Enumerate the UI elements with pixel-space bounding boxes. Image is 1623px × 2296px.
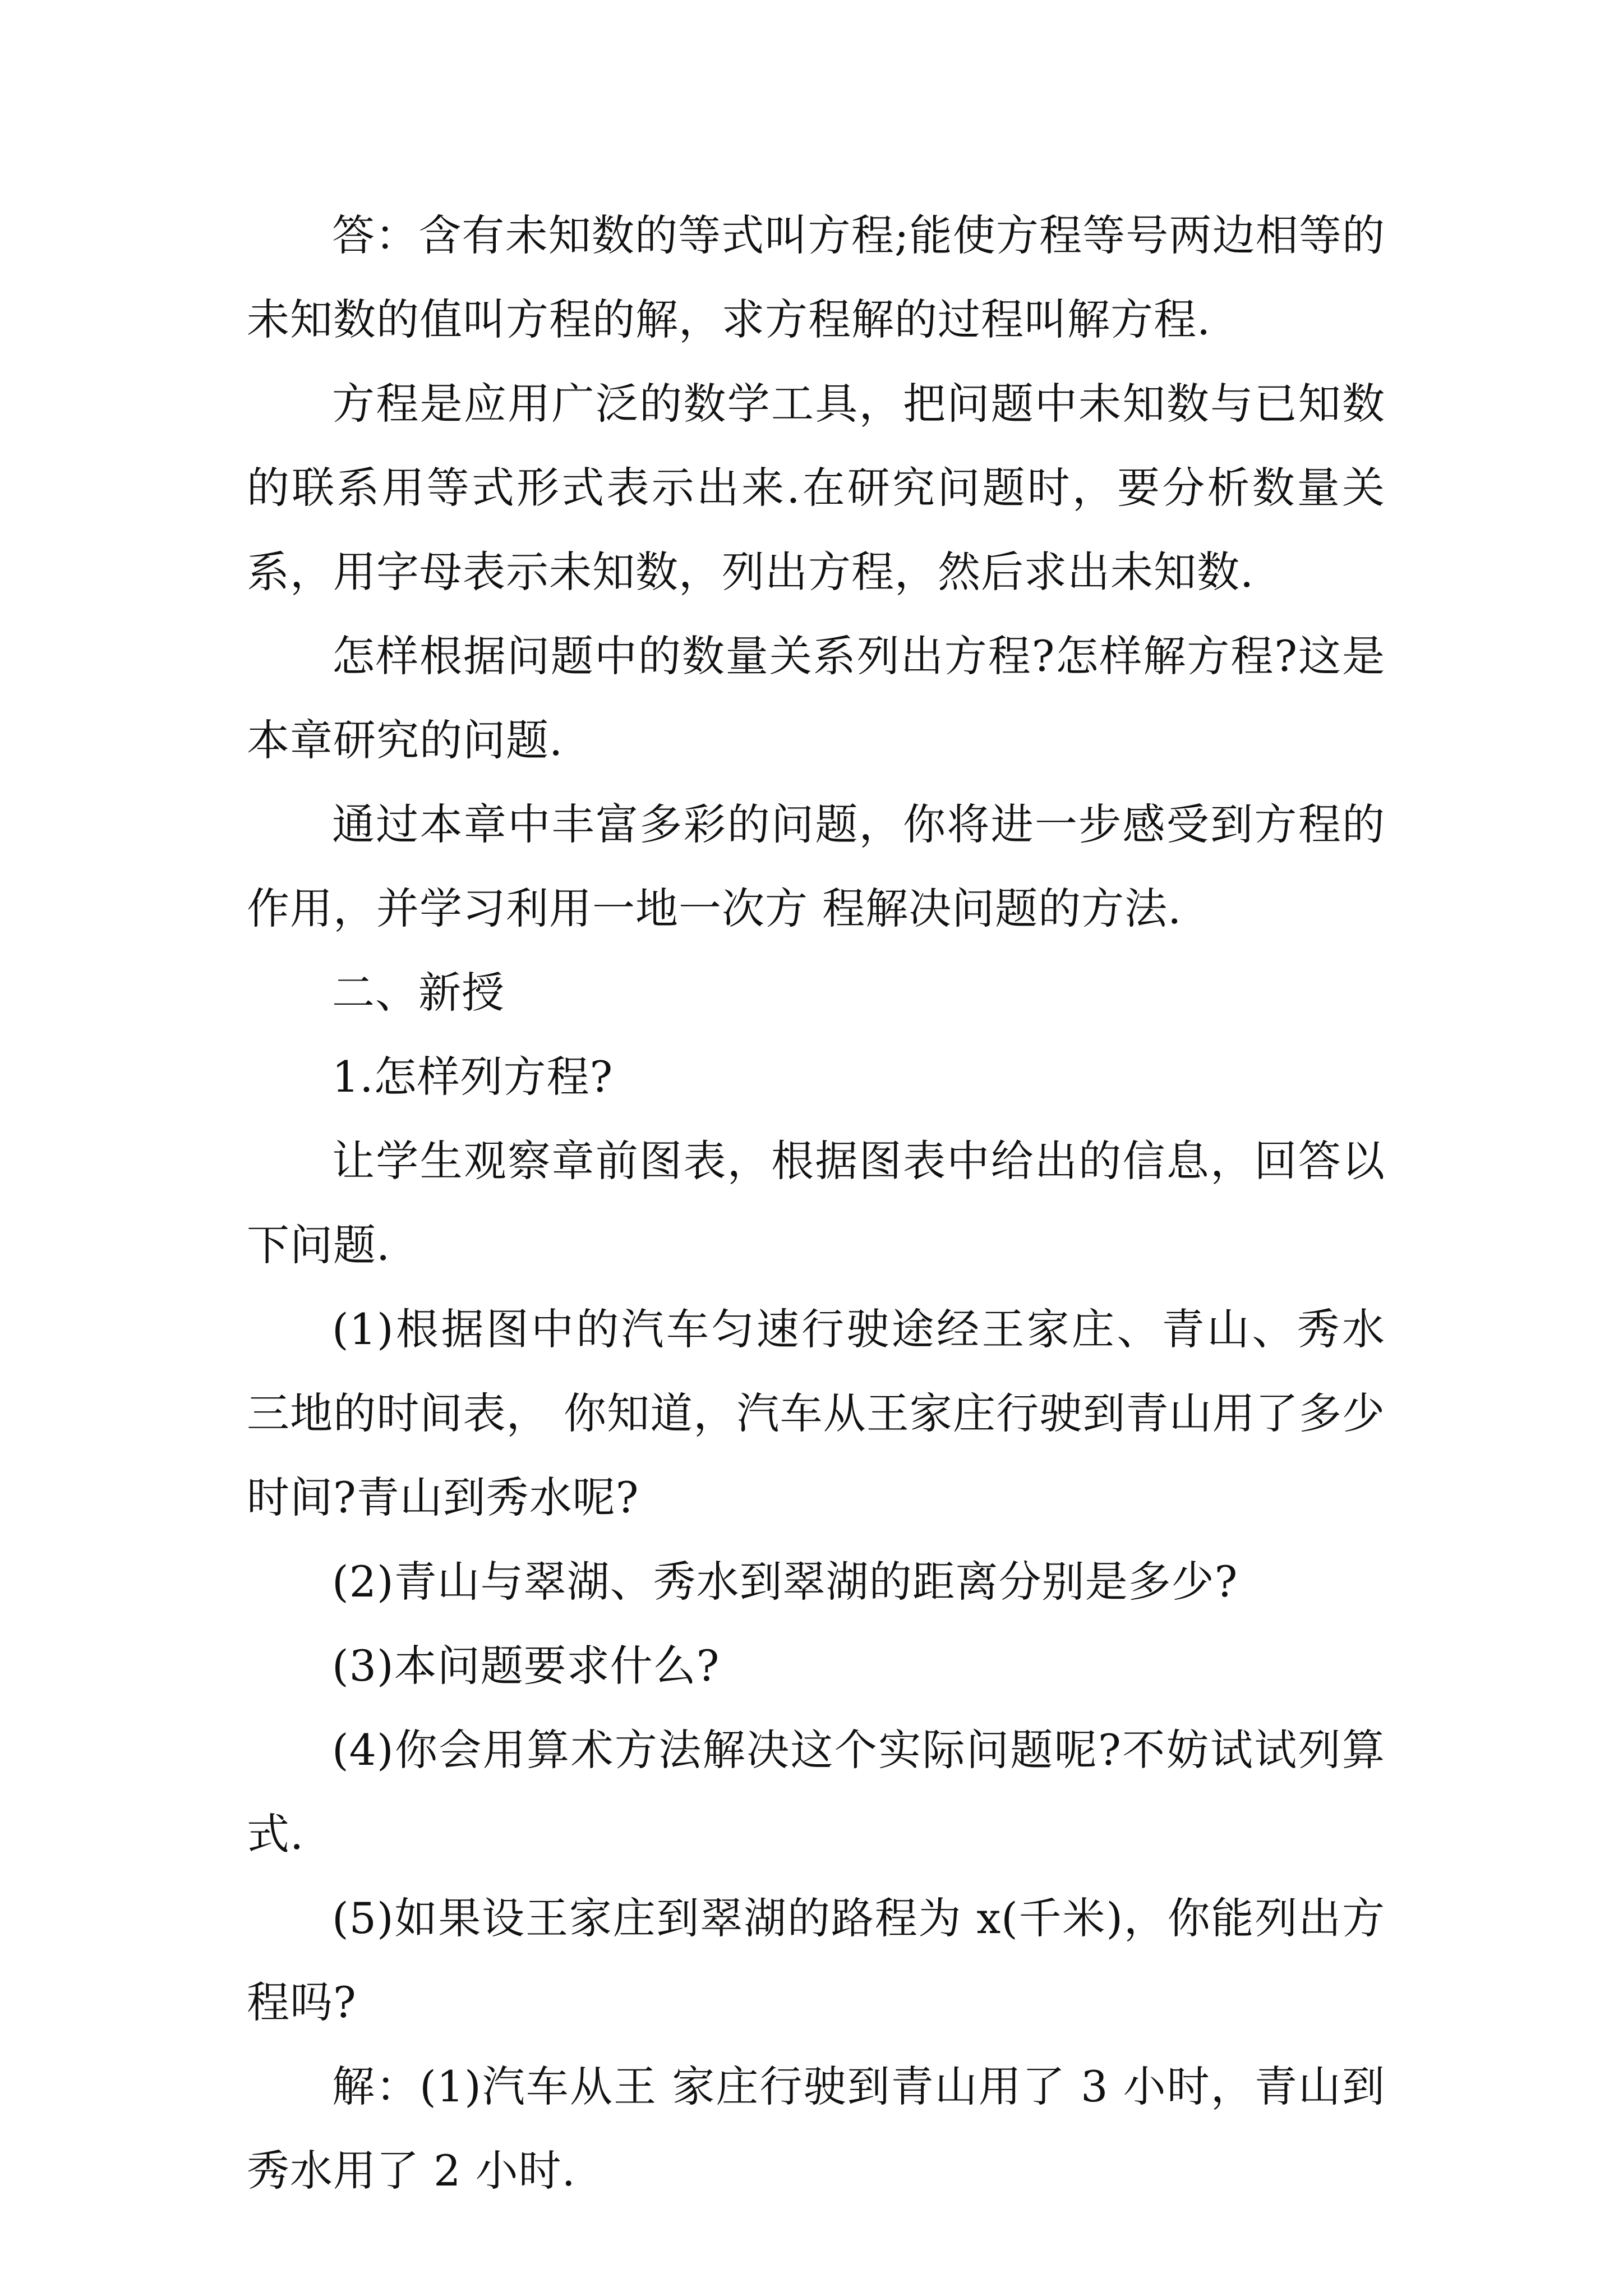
section-heading-new-lesson: 二、新授 [332, 968, 505, 1018]
paragraph-equation-definition: 答：含有未知数的等式叫方程;能使方程等号两边相等的未知数的值叫方程的解，求方程解的过程叫解方程. [247, 210, 1385, 344]
paragraph-equation-tool: 方程是应用广泛的数学工具，把问题中未知数与已知数的联系用等式形式表示出来.在研究问题时，要分析数量关系，用字母表示未知数，列出方程，然后求出未知数. [247, 379, 1385, 597]
document-body [247, 194, 1385, 2213]
subheading-how-to-form-equation: 1.怎样列方程? [332, 1052, 614, 1102]
question-1: (1)根据图中的汽车匀速行驶途经王家庄、青山、秀水三地的时间表， 你知道，汽车从王家庄行驶到青山用了多少时间?青山到秀水呢? [247, 1304, 1385, 1522]
question-4: (4)你会用算术方法解决这个实际问题呢?不妨试试列算式. [247, 1725, 1385, 1859]
question-3: (3)本问题要求什么? [332, 1641, 720, 1691]
paragraph-chapter-goal: 通过本章中丰富多彩的问题，你将进一步感受到方程的作用，并学习利用一地一次方 程解决问题的方法. [247, 799, 1385, 933]
paragraph-observe-chart: 让学生观察章前图表，根据图表中给出的信息，回答以下问题. [247, 1136, 1385, 1270]
question-5: (5)如果设王家庄到翠湖的路程为 x(千米)，你能列出方程吗? [247, 1893, 1385, 2027]
paragraph-chapter-question: 怎样根据问题中的数量关系列出方程?怎样解方程?这是本章研究的问题. [247, 631, 1385, 765]
answer-1: 解：(1)汽车从王 家庄行驶到青山用了 3 小时，青山到秀水用了 2 小时. [247, 2062, 1385, 2196]
question-2: (2)青山与翠湖、秀水到翠湖的距离分别是多少? [332, 1557, 1238, 1607]
